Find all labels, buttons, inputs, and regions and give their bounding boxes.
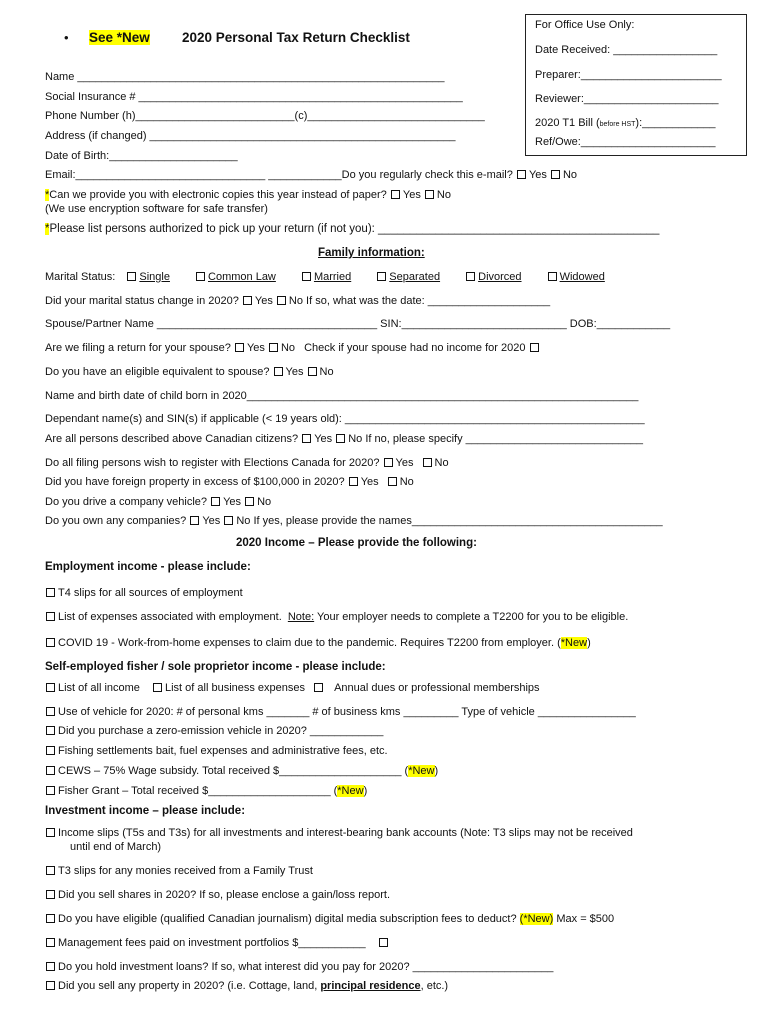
income-slips-item: Income slips (T5s and T3s) for all investments and interest-bearing bank accounts (Note: T3 slips may not be received: [45, 827, 633, 839]
spouse-return-no-checkbox[interactable]: [269, 343, 278, 352]
office-heading: For Office Use Only:: [535, 19, 635, 31]
use-vehicle-checkbox[interactable]: [46, 707, 55, 716]
equivalent-spouse-row: Do you have an eligible equivalent to spouse? Yes No: [45, 366, 334, 378]
zero-emission-item: Did you purchase a zero-emission vehicle in 2020? ____________: [45, 725, 383, 737]
investment-loans-checkbox[interactable]: [46, 962, 55, 971]
marital-change-no-checkbox[interactable]: [277, 296, 286, 305]
shares-item: Did you sell shares in 2020? If so, please enclose a gain/loss report.: [45, 889, 390, 901]
companies-names-field[interactable]: If yes, please provide the names_________________________________________: [253, 515, 663, 527]
t4-item: T4 slips for all sources of employment: [45, 587, 243, 599]
foreign-yes-checkbox[interactable]: [349, 477, 358, 486]
fisher-grant-item: Fisher Grant – Total received $____________________ (*New): [45, 785, 367, 797]
equivalent-no-checkbox[interactable]: [308, 367, 317, 376]
digital-media-item: Do you have eligible (qualified Canadian journalism) digital media subscription fees to deduct? (*New) Max = $500: [45, 913, 614, 925]
marital-status-row: Marital Status: Single Common Law Married Separated Divorced Widowed: [45, 271, 605, 283]
email-no-checkbox[interactable]: [551, 170, 560, 179]
cews-item: CEWS – 75% Wage subsidy. Total received $____________________ (*New): [45, 765, 438, 777]
electronic-yes-checkbox[interactable]: [391, 190, 400, 199]
marital-common-law-checkbox[interactable]: [196, 272, 205, 281]
mgmt-fees-extra-checkbox[interactable]: [379, 938, 388, 947]
electronic-no-checkbox[interactable]: [425, 190, 434, 199]
t4-checkbox[interactable]: [46, 588, 55, 597]
marital-married-checkbox[interactable]: [302, 272, 311, 281]
spouse-return-yes-checkbox[interactable]: [235, 343, 244, 352]
spouse-no-income-checkbox[interactable]: [530, 343, 539, 352]
zero-emission-checkbox[interactable]: [46, 726, 55, 735]
income-slips-continued: until end of March): [70, 841, 162, 853]
spouse-return-row: Are we filing a return for your spouse? Yes No Check if your spouse had no income for 2020: [45, 342, 542, 354]
marital-single-checkbox[interactable]: [127, 272, 136, 281]
fishing-item: Fishing settlements bait, fuel expenses and administrative fees, etc.: [45, 745, 388, 757]
covid-item: COVID 19 - Work-from-home expenses to claim due to the pandemic. Requires T2200 from employer. (*New): [45, 637, 591, 649]
spouse-field[interactable]: Spouse/Partner Name ____________________________________ SIN:___________________________ DOB:____________: [45, 318, 671, 330]
child-born-field[interactable]: Name and birth date of child born in 2020________________________________________________________________: [45, 390, 639, 402]
email-row: Email:_______________________________ ____________Do you regularly check this e-mail? Yes No: [45, 169, 578, 181]
marital-change-row: Did your marital status change in 2020? Yes No If so, what was the date: ____________________: [45, 295, 551, 307]
cews-checkbox[interactable]: [46, 766, 55, 775]
page-title: 2020 Personal Tax Return Checklist: [182, 30, 410, 45]
encryption-note: (We use encryption software for safe transfer): [45, 203, 268, 215]
fishing-checkbox[interactable]: [46, 746, 55, 755]
income-heading: 2020 Income – Please provide the following:: [236, 537, 477, 549]
foreign-no-checkbox[interactable]: [388, 477, 397, 486]
annual-dues-checkbox[interactable]: [314, 683, 323, 692]
elections-yes-checkbox[interactable]: [384, 458, 393, 467]
self-employed-lists-row: List of all income List of all business expenses Annual dues or professional memberships: [45, 682, 540, 694]
digital-media-checkbox[interactable]: [46, 914, 55, 923]
reviewer-field[interactable]: Reviewer:______________________: [535, 93, 719, 105]
property-sale-item: Did you sell any property in 2020? (i.e. Cottage, land, principal residence, etc.): [45, 980, 448, 992]
marital-widowed-checkbox[interactable]: [548, 272, 557, 281]
self-employed-heading: Self-employed fisher / sole proprietor income - please include:: [45, 661, 386, 673]
income-slips-checkbox[interactable]: [46, 828, 55, 837]
property-sale-checkbox[interactable]: [46, 981, 55, 990]
ref-owe-field[interactable]: Ref/Owe:______________________: [535, 136, 716, 148]
employment-heading: Employment income - please include:: [45, 561, 251, 573]
t3-trust-item: T3 slips for any monies received from a Family Trust: [45, 865, 313, 877]
preparer-field[interactable]: Preparer:_______________________: [535, 69, 722, 81]
companies-row: Do you own any companies? Yes No If yes, please provide the names_________________________________________: [45, 515, 663, 527]
family-heading: Family information:: [318, 247, 425, 259]
elections-row: Do all filing persons wish to register with Elections Canada for 2020? Yes No: [45, 457, 449, 469]
address-field[interactable]: Address (if changed) __________________________________________________: [45, 130, 456, 142]
phone-field[interactable]: Phone Number (h)__________________________(c)_____________________________: [45, 110, 485, 122]
employment-expenses-checkbox[interactable]: [46, 612, 55, 621]
see-new-label: See *New: [89, 30, 150, 45]
marital-change-date-field[interactable]: If so, what was the date: ____________________: [306, 295, 551, 307]
equivalent-yes-checkbox[interactable]: [274, 367, 283, 376]
vehicle-yes-checkbox[interactable]: [211, 497, 220, 506]
t1-bill-field[interactable]: 2020 T1 Bill (before HST):____________: [535, 117, 716, 129]
citizens-row: Are all persons described above Canadian citizens? Yes No If no, please specify _____________________________: [45, 433, 644, 445]
dob-field[interactable]: Date of Birth:_____________________: [45, 150, 238, 162]
investment-heading: Investment income – please include:: [45, 805, 246, 817]
fisher-grant-checkbox[interactable]: [46, 786, 55, 795]
citizens-specify-field[interactable]: If no, please specify _____________________________: [365, 433, 644, 445]
foreign-property-row: Did you have foreign property in excess of $100,000 in 2020? Yes No: [45, 476, 414, 488]
investment-loans-item: Do you hold investment loans? If so, what interest did you pay for 2020? _______________________: [45, 961, 553, 973]
marital-separated-checkbox[interactable]: [377, 272, 386, 281]
electronic-copies-row: *Can we provide you with electronic copies this year instead of paper? Yes No: [45, 189, 451, 201]
list-income-checkbox[interactable]: [46, 683, 55, 692]
mgmt-fees-item: Management fees paid on investment portfolios $___________: [45, 937, 391, 949]
email-field[interactable]: Email:_______________________________ ____________Do you regularly check this e-mail?: [45, 169, 513, 181]
list-expenses-checkbox[interactable]: [153, 683, 162, 692]
name-field[interactable]: Name ____________________________________________________________: [45, 71, 445, 83]
shares-checkbox[interactable]: [46, 890, 55, 899]
companies-yes-checkbox[interactable]: [190, 516, 199, 525]
date-received-field[interactable]: Date Received: _________________: [535, 44, 718, 56]
marital-change-yes-checkbox[interactable]: [243, 296, 252, 305]
vehicle-no-checkbox[interactable]: [245, 497, 254, 506]
citizens-no-checkbox[interactable]: [336, 434, 345, 443]
company-vehicle-row: Do you drive a company vehicle? Yes No: [45, 496, 272, 508]
companies-no-checkbox[interactable]: [224, 516, 233, 525]
pickup-row[interactable]: *Please list persons authorized to pick up your return (if not you): ____________________________________________: [45, 223, 660, 235]
elections-no-checkbox[interactable]: [423, 458, 432, 467]
office-use-box: [525, 14, 747, 156]
email-yes-checkbox[interactable]: [517, 170, 526, 179]
marital-divorced-checkbox[interactable]: [466, 272, 475, 281]
t3-trust-checkbox[interactable]: [46, 866, 55, 875]
covid-checkbox[interactable]: [46, 638, 55, 647]
sin-field[interactable]: Social Insurance # _____________________________________________________: [45, 91, 463, 103]
use-vehicle-item: Use of vehicle for 2020: # of personal kms _______ # of business kms _________ Type of vehicle ________________: [45, 706, 636, 718]
mgmt-fees-checkbox[interactable]: [46, 938, 55, 947]
employment-expenses-item: List of expenses associated with employment. Note: Your employer needs to complete a T2200 for you to be eligible.: [45, 611, 628, 623]
bullet: •: [64, 30, 69, 45]
citizens-yes-checkbox[interactable]: [302, 434, 311, 443]
dependant-field[interactable]: Dependant name(s) and SIN(s) if applicable (< 19 years old): _________________________________________________: [45, 413, 645, 425]
